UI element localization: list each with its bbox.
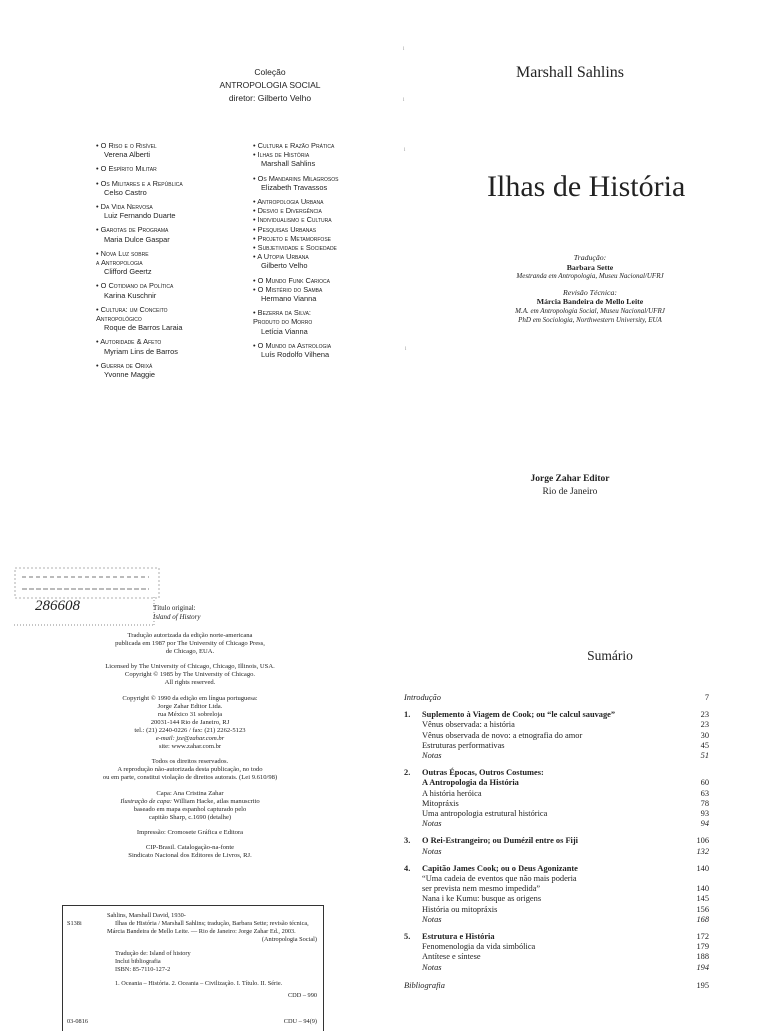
toc-chapter-title-wrap	[404, 932, 495, 942]
translator-affiliation: Mestranda em Antropologia, Museu Nacional/UFRJ	[516, 272, 664, 280]
toc-section	[404, 963, 709, 973]
toc-chapter	[404, 932, 709, 973]
series-book-title: • A Utopia Urbana	[253, 252, 309, 262]
toc-chapter-number: 4.	[404, 863, 411, 873]
series-list-left	[96, 141, 256, 384]
review-label: Revisão Técnica:	[563, 287, 617, 297]
toc-section-page: 78	[700, 798, 709, 808]
cover-illustration: William Hacke, atlas manuscrito	[171, 797, 260, 805]
series-book-author: Celso Castro	[104, 187, 147, 197]
toc-section-title: Mitopráxis	[422, 798, 459, 808]
copyright-line: A reprodução não-autorizada desta publicação, no todo	[117, 766, 263, 774]
series-book-title: • Subjetividade e Sociedade	[253, 243, 337, 253]
toc-chapter-heading	[404, 836, 709, 846]
toc-section	[404, 809, 709, 819]
toc-section-title: Vênus observada de novo: a etnografia do amor	[422, 730, 583, 740]
cover-illustration-label: Ilustração de capa:	[120, 797, 172, 805]
toc-section	[404, 819, 709, 829]
cip-codes	[67, 912, 103, 928]
copyright-line: Jorge Zahar Editor Ltda.	[157, 702, 223, 710]
toc-chapter-number: 5.	[404, 932, 411, 942]
copyright-line: de Chicago, EUA.	[165, 648, 215, 656]
publisher-block	[470, 473, 670, 499]
collection-director: diretor: Gilberto Velho	[228, 93, 312, 103]
toc-chapter-title: Capitão James Cook; ou o Deus Agonizante	[422, 863, 578, 873]
toc-chapter-page	[685, 768, 709, 778]
toc-section	[404, 942, 709, 952]
credits-block	[470, 253, 710, 326]
toc-section-page: 156	[696, 904, 709, 914]
series-item	[96, 164, 256, 173]
toc-section-page: 179	[696, 942, 709, 952]
toc-section-title: Notas	[422, 751, 442, 761]
scan-mark: ˡ	[403, 45, 405, 54]
series-book-title: • Os Mandarins Milagrosos	[253, 173, 339, 183]
series-book-title: • Autoridade & Afeto	[96, 337, 162, 347]
series-list-right	[253, 141, 413, 364]
copyright-line: Sindicato Nacional dos Editores de Livros, RJ.	[128, 852, 252, 860]
toc-chapter-page: 23	[700, 710, 709, 720]
toc-chapter-title-wrap	[404, 864, 578, 874]
toc-section-title: A Antropologia da História	[422, 778, 519, 788]
toc-section	[404, 894, 709, 904]
translation-label: Tradução:	[573, 253, 607, 262]
toc-section-page: 168	[696, 914, 709, 924]
copyright-line: publicada em 1987 por The University of Chicago Press,	[115, 640, 265, 648]
collection-header	[160, 66, 380, 105]
series-book-title: • Ilhas de História	[253, 150, 310, 160]
series-item	[253, 276, 413, 304]
toc-section	[404, 884, 709, 894]
toc-section-page: 132	[696, 846, 709, 856]
collection-name: ANTROPOLOGIA SOCIAL	[219, 80, 321, 90]
toc-section-page: 45	[700, 740, 709, 750]
series-book-author: Karina Kuschnir	[104, 290, 157, 300]
toc-chapter-title-wrap	[404, 836, 578, 846]
copyright-line: CIP-Brasil. Catalogação-na-fonte	[145, 843, 235, 851]
series-item	[253, 174, 413, 192]
toc-chapter	[404, 768, 709, 829]
scan-mark: ˡ	[405, 345, 407, 354]
copyright-line: Todos os direitos reservados.	[151, 758, 229, 766]
copyright-line: All rights reserved.	[164, 679, 216, 687]
series-book-author: Marshall Sahlins	[261, 159, 316, 169]
copyright-line: 20031-144 Rio de Janeiro, RJ	[150, 718, 230, 726]
series-book-title: • O Mistério do Samba	[253, 284, 323, 294]
copyright-line: Impressão: Cromosete Gráfica e Editora	[136, 828, 244, 836]
reviewer-affiliation-1: M.A. em Antropologia Social, Museu Nacional/UFRJ	[515, 306, 665, 315]
toc-chapters	[404, 710, 709, 973]
toc-section-title: Vênus observada: a história	[422, 720, 515, 730]
copyright-line	[60, 798, 320, 806]
toc-section-page: 140	[696, 884, 709, 894]
toc-biblio-label: Bibliografia	[404, 980, 445, 990]
series-book-author: Clifford Geertz	[104, 267, 152, 277]
cip-line: Ilhas de História / Marshall Sahlins; tradução, Barbara Sette; revisão técnica, Márcia Bandeira de Mello Leite. — Rio de Janeiro: Jorge Zahar Ed., 2003.	[107, 920, 309, 935]
copyright-block	[60, 632, 320, 867]
toc-section-page: 60	[700, 778, 709, 788]
toc-section	[404, 799, 709, 809]
cip-number: 03-0816	[67, 1018, 88, 1025]
toc-section	[404, 905, 709, 915]
table-of-contents	[404, 693, 709, 991]
toc-chapter-number: 2.	[404, 768, 411, 778]
series-item	[96, 305, 256, 333]
toc-section-page: 51	[700, 751, 709, 761]
translator-name: Barbara Sette	[566, 262, 614, 272]
series-book-title: • O Espírito Militar	[96, 164, 157, 174]
toc-chapter	[404, 864, 709, 925]
series-book-author: Verena Alberti	[104, 150, 151, 160]
toc-chapter-title-wrap	[404, 768, 544, 778]
series-book-title: • Bezerra da Silva:	[253, 308, 311, 318]
toc-chapter-page: 140	[696, 863, 709, 873]
series-book-title: • O Mundo Funk Carioca	[253, 275, 331, 285]
cip-cdu: CDU – 94(9)	[283, 1018, 317, 1025]
toc-chapter-heading	[404, 710, 709, 720]
summary-title: Sumário	[587, 648, 633, 663]
series-book-author: Roque de Barros Laraia	[104, 323, 183, 333]
series-book-title: Produto do Morro	[253, 317, 313, 327]
series-item	[96, 249, 256, 277]
copyright-line: site: www.zahar.com.br	[158, 743, 222, 751]
toc-section	[404, 874, 709, 884]
toc-chapter-page: 106	[696, 836, 709, 846]
toc-intro	[404, 693, 709, 703]
copyright-line: Copyright © 1985 by The University of Chicago.	[124, 671, 256, 679]
series-book-title: • O Mundo da Astrologia	[253, 340, 332, 350]
toc-section-title: História ou mitopráxis	[422, 904, 498, 914]
cip-entry	[107, 912, 317, 1000]
toc-section-page: 145	[696, 894, 709, 904]
series-book-title: • Individualismo e Cultura	[253, 215, 332, 225]
toc-section	[404, 720, 709, 730]
toc-section-title: Notas	[422, 914, 442, 924]
toc-section-title: Nana i ke Kumu: busque as origens	[422, 894, 542, 904]
toc-section-title: Uma antropologia estrutural histórica	[422, 809, 548, 819]
toc-section	[404, 741, 709, 751]
stamp-number: 286608	[35, 598, 80, 614]
series-book-title: • Guerra de Orixá	[96, 360, 153, 370]
publisher-city: Rio de Janeiro	[542, 487, 598, 497]
cip-line: Sahlins, Marshall David, 1930-	[107, 912, 186, 919]
toc-section-page: 63	[700, 788, 709, 798]
series-book-title: • Desvio e Divergência	[253, 206, 322, 216]
toc-intro-label: Introdução	[404, 693, 441, 702]
original-title-label: Título original:	[153, 604, 196, 612]
series-book-title: a Antropologia	[96, 258, 143, 268]
copyright-line: Tradução autorizada da edição norte-americana	[127, 632, 253, 639]
copyright-line: Capa: Ana Cristina Zahar	[156, 789, 224, 797]
cip-line: 1. Oceania – História. 2. Oceania – Civilização. I. Título. II. Série.	[115, 980, 283, 987]
toc-bibliography	[404, 981, 709, 991]
toc-chapter-title: O Rei-Estrangeiro; ou Dumézil entre os Fiji	[422, 836, 578, 846]
toc-chapter-title: Estrutura e História	[422, 932, 495, 942]
toc-chapter	[404, 836, 709, 856]
toc-section-title: ser prevista nem mesmo impedida”	[422, 884, 541, 894]
book-title: Ilhas de História	[487, 170, 686, 203]
copyright-line: ou em parte, constitui violação de direitos autorais. (Lei 9.610/98)	[102, 774, 278, 782]
copyright-line: baseado em mapa espanhol capturado pelo	[133, 805, 247, 813]
toc-section-title: A história heróica	[422, 788, 482, 798]
reviewer-affiliation-2: PhD em Sociologia, Northwestern University, EUA	[518, 316, 662, 324]
series-book-title: • Antropologia Urbana	[253, 197, 324, 207]
cip-line: Inclui bibliografia	[115, 958, 161, 965]
series-book-author: Luiz Fernando Duarte	[104, 211, 176, 221]
toc-section-page: 188	[696, 952, 709, 962]
toc-section	[404, 847, 709, 857]
scan-mark: ˡ	[404, 146, 406, 155]
series-item	[96, 179, 256, 197]
series-item	[96, 141, 256, 159]
series-book-author: Elizabeth Travassos	[261, 182, 328, 192]
toc-section-page: 23	[700, 720, 709, 730]
original-title-value: Island of History	[153, 612, 201, 621]
series-book-title: Antropológico	[96, 314, 142, 324]
toc-biblio-page: 195	[696, 980, 709, 990]
toc-section	[404, 751, 709, 761]
toc-section-title: Fenomenologia da vida simbólica	[422, 942, 536, 952]
series-book-author: Luís Rodolfo Vilhena	[261, 350, 330, 360]
series-book-title: • Cultura e Razão Prática	[253, 141, 335, 150]
toc-chapter-page: 172	[696, 932, 709, 942]
publisher-name: Jorge Zahar Editor	[530, 474, 610, 484]
toc-section-page: 30	[700, 730, 709, 740]
toc-section-title: Notas	[422, 819, 442, 829]
series-book-author: Myriam Lins de Barros	[104, 346, 178, 356]
library-stamp-icon	[14, 567, 160, 627]
series-book-title: • O Riso e o Risível	[96, 141, 157, 150]
series-book-author: Gilberto Velho	[261, 261, 308, 271]
series-book-author: Maria Dulce Gaspar	[104, 234, 170, 244]
series-item	[96, 337, 256, 355]
copyright-line: rua México 31 sobreloja	[157, 710, 223, 718]
series-book-title: • Pesquisas Urbanas	[253, 224, 317, 234]
series-book-title: • Da Vida Nervosa	[96, 202, 153, 212]
toc-intro-page: 7	[704, 693, 709, 702]
series-book-author: Hermano Vianna	[261, 294, 317, 304]
toc-section-title: “Uma cadeia de eventos que não mais poderia	[422, 874, 577, 884]
cip-code: S138i	[67, 920, 82, 927]
copyright-line: Copyright © 1990 da edição em língua portuguesa:	[122, 694, 258, 702]
toc-section-page: 194	[696, 962, 709, 972]
toc-section-title: Notas	[422, 846, 442, 856]
collection-label: Coleção	[254, 67, 286, 77]
copyright-line: tel.: (21) 2240-0226 / fax: (21) 2262-5123	[134, 726, 246, 734]
toc-chapter-heading	[404, 768, 709, 778]
series-book-title: • Projeto e Metamorfose	[253, 233, 331, 243]
toc-section-page: 94	[700, 819, 709, 829]
series-book-title: • Cultura: um Conceito	[96, 304, 168, 314]
toc-section-title: Notas	[422, 962, 442, 972]
series-item	[253, 308, 413, 336]
cip-line: ISBN: 85-7110-127-2	[115, 966, 171, 973]
toc-chapter-heading	[404, 932, 709, 942]
toc-chapter-title: Suplemento à Viagem de Cook; ou “le calcul sauvage”	[422, 710, 616, 720]
toc-section	[404, 915, 709, 925]
toc-chapter-title: Outras Épocas, Outros Costumes:	[422, 768, 544, 778]
toc-section	[404, 789, 709, 799]
series-book-title: • Garotas de Programa	[96, 225, 169, 235]
series-book-title: • Os Militares e a República	[96, 178, 183, 188]
cip-catalog-box	[62, 905, 324, 1031]
series-item	[253, 341, 413, 359]
toc-section	[404, 731, 709, 741]
scan-mark: ˡ	[403, 96, 405, 105]
toc-chapter-number: 1.	[404, 710, 411, 720]
series-item	[96, 361, 256, 379]
copyright-line: Licensed by The University of Chicago, Chicago, Illinois, USA.	[105, 663, 275, 671]
toc-chapter-title-wrap	[404, 710, 615, 720]
series-book-author: Yvonne Maggie	[104, 370, 155, 380]
cip-cdd: CDD – 990	[287, 992, 317, 999]
cip-line: Tradução de: Island of history	[115, 950, 191, 957]
series-item	[96, 225, 256, 243]
series-book-title: • O Cotidiano da Política	[96, 281, 174, 291]
toc-section	[404, 778, 709, 788]
series-item	[253, 141, 413, 169]
toc-chapter-heading	[404, 864, 709, 874]
series-item	[96, 202, 256, 220]
copyright-line: capitão Sharp, c.1690 (detalhe)	[148, 813, 232, 821]
toc-chapter-number: 3.	[404, 836, 411, 846]
series-book-author: Letícia Vianna	[261, 326, 308, 336]
reviewer-name: Márcia Bandeira de Mello Leite	[536, 297, 644, 306]
copyright-line: e-mail: jze@zahar.com.br	[155, 735, 225, 743]
toc-section-title: Antítese e síntese	[422, 952, 481, 962]
series-book-title: • Nova Luz sobre	[96, 248, 149, 258]
original-title	[153, 604, 200, 621]
toc-section-page: 93	[700, 809, 709, 819]
series-item	[96, 281, 256, 299]
cip-line: (Antropologia Social)	[261, 936, 317, 943]
series-item	[253, 197, 413, 271]
toc-chapter	[404, 710, 709, 761]
toc-section	[404, 952, 709, 962]
toc-section-title: Estruturas performativas	[422, 740, 505, 750]
book-author: Marshall Sahlins	[516, 64, 624, 81]
toc-section-page	[685, 874, 709, 884]
